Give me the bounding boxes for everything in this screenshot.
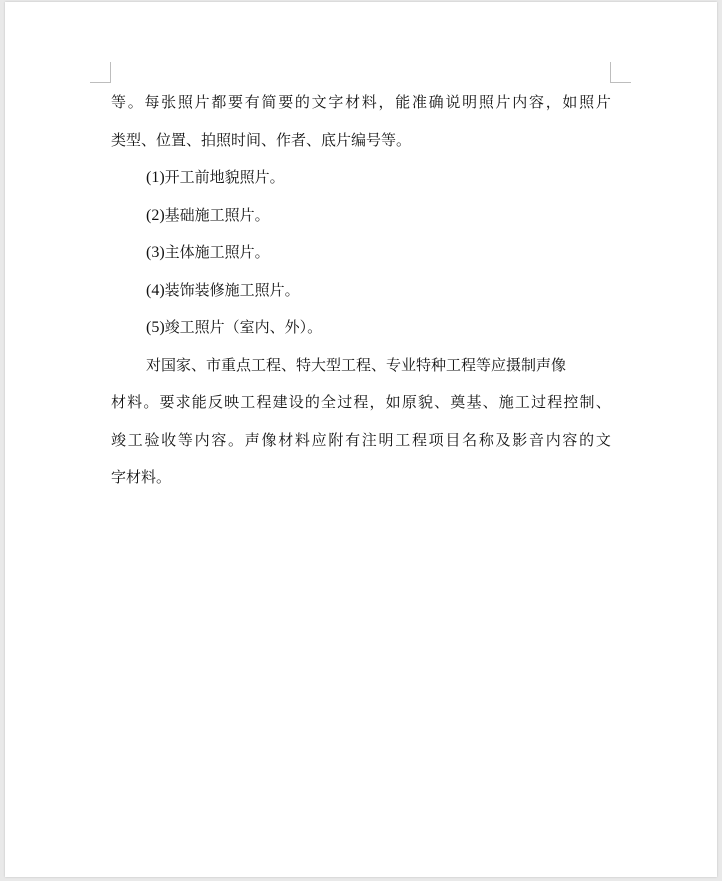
list-item-text: 开工前地貌照片。 bbox=[164, 168, 285, 186]
final-paragraph-line-3: 竣 工 验 收 等 内 容 。 声 像 材 料 应 附 有 注 明 工 程 项 目 名 称 及 影 音 内 容 的 文 bbox=[111, 430, 611, 449]
list-item-number: (3) bbox=[146, 244, 165, 261]
list-item-number: (2) bbox=[146, 206, 165, 224]
list-item-3 bbox=[111, 234, 611, 272]
document-page bbox=[5, 2, 717, 877]
list-item-number: (5) bbox=[146, 319, 165, 336]
list-item-2 bbox=[111, 197, 611, 235]
intro-line-1: 等 。 每 张 照 片 都 要 有 简 要 的 文 字 材 料 ， 能 准 确 说 明 照 片 内 容 ， 如 照 片 bbox=[111, 93, 611, 111]
final-paragraph-line-4: 字材料。 bbox=[111, 468, 172, 486]
list-item-1 bbox=[111, 159, 611, 197]
top-left-margin-marker bbox=[90, 62, 111, 83]
list-item-text: 装饰装修施工照片。 bbox=[164, 280, 300, 299]
list-item-5 bbox=[111, 309, 611, 347]
final-paragraph-line-2: 材 料 。 要 求 能 反 映 工 程 建 设 的 全 过 程 ， 如 原 貌 、 奠 基 、 施 工 过 程 控 制 、 bbox=[111, 393, 611, 411]
list-item-number: (1) bbox=[146, 169, 165, 186]
list-item-4 bbox=[111, 272, 611, 310]
list-item-text: 主体施工照片。 bbox=[164, 243, 270, 261]
final-paragraph-line-1: 对国家、市重点工程、特大型工程、专业特种工程等应摄制声像 bbox=[146, 355, 567, 374]
intro-line-2: 类型、位置、拍照时间、作者、底片编号等。 bbox=[111, 130, 412, 149]
top-right-margin-marker bbox=[610, 62, 631, 83]
list-item-text: 竣工照片（室内、外）。 bbox=[164, 318, 323, 336]
list-item-text: 基础施工照片。 bbox=[164, 205, 270, 224]
list-item-number: (4) bbox=[146, 281, 165, 299]
document-body[interactable] bbox=[111, 84, 611, 497]
